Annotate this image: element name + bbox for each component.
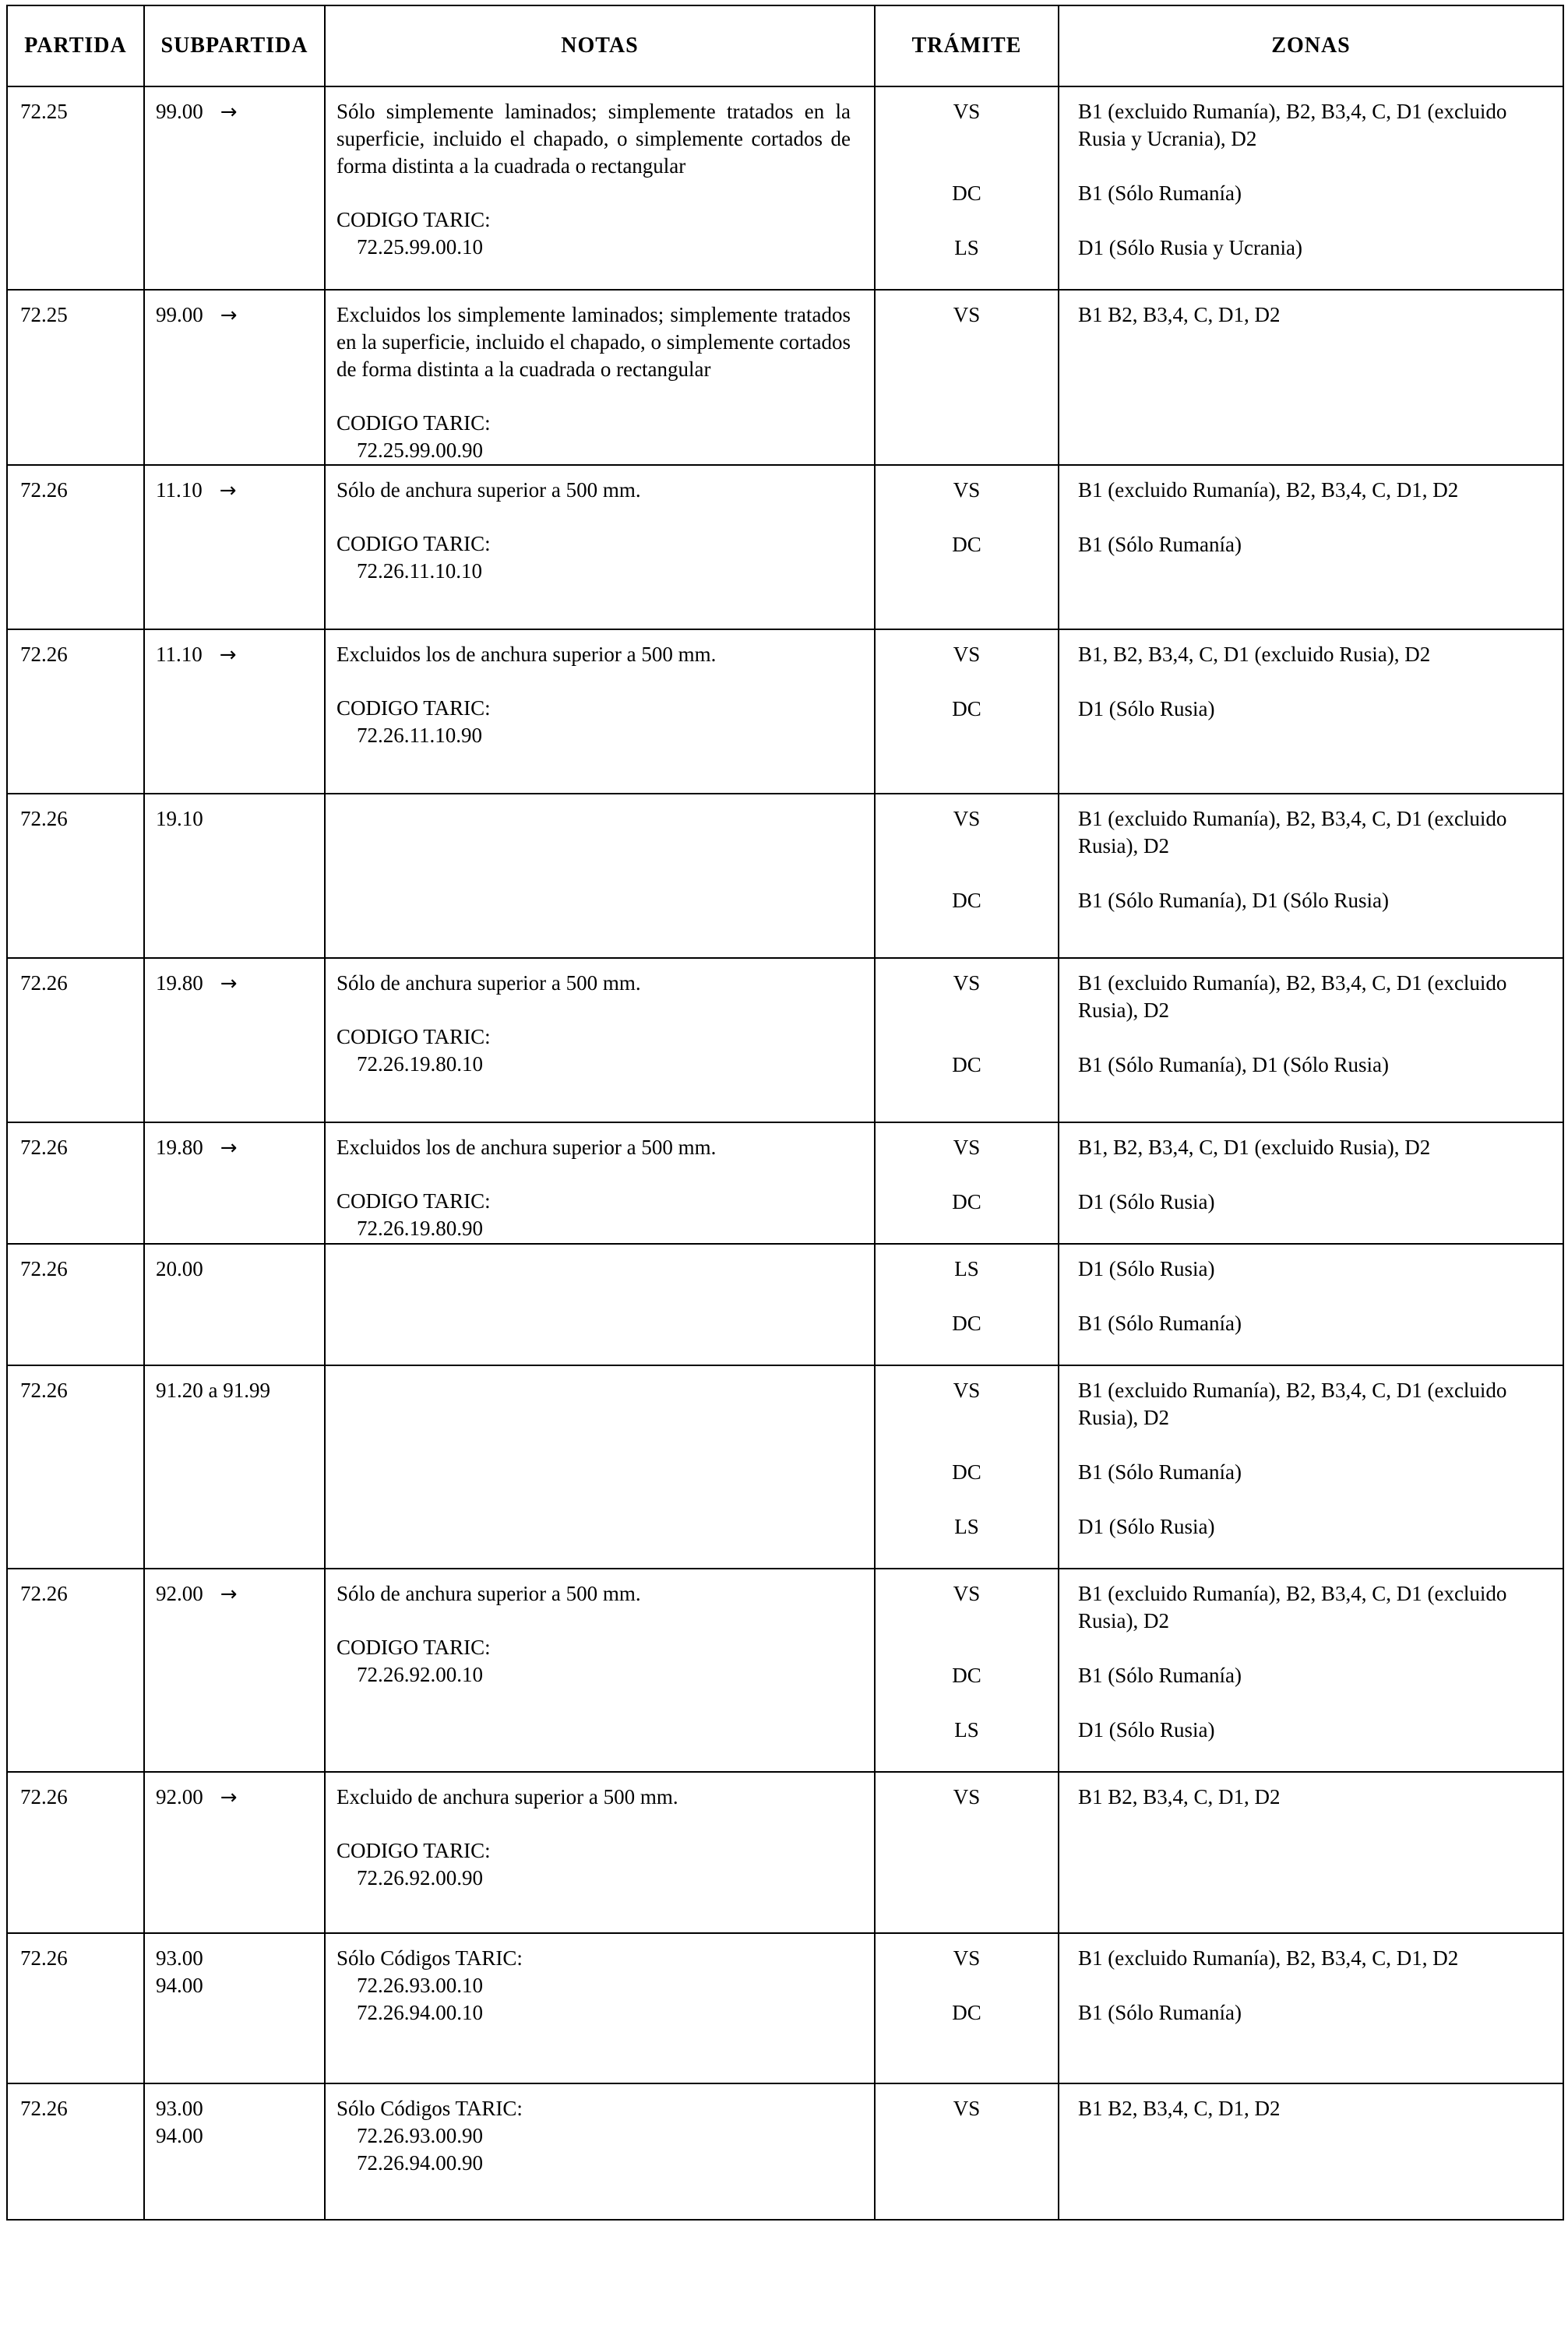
arrow-right-icon: → [220,304,238,327]
tramite-value: DC [952,1053,981,1076]
tramite-cell [875,465,1059,629]
arrow-right-icon: → [220,1786,238,1809]
tramite-value: VS [953,478,981,502]
tramite-value: DC [952,1312,981,1335]
taric-code: 72.26.93.00.90 [357,2124,483,2147]
zona-value: B1, B2, B3,4, C, D1 (excluido Rusia), D2 [1078,643,1431,666]
zona-value: B1, B2, B3,4, C, D1 (excluido Rusia), D2 [1078,1136,1431,1159]
taric-code: 72.26.11.10.90 [357,724,482,747]
subpartida-value: 19.80 [156,971,203,995]
zonas-cell [1059,465,1563,629]
note-text: Excluidos los simplemente laminados; simplemente tratados en la superficie, incluido el chapado, o simplemente cortados de forma distinta a la cuadrada o rectangular [337,303,851,381]
subpartida-cell [144,1244,325,1365]
zonas-cell [1059,1122,1563,1244]
zonas-cell [1059,1244,1563,1365]
subpartida-cell [144,794,325,958]
notas-cell [325,1244,875,1365]
partida-value: 72.26 [20,2097,68,2120]
tramite-cell [875,629,1059,794]
subpartida-value: 94.00 [156,1974,203,1997]
table-row [7,290,1563,465]
taric-code: 72.26.11.10.10 [357,559,482,583]
subpartida-value: 93.00 [156,1946,203,1970]
notas-cell [325,290,875,465]
notas-cell [325,1772,875,1933]
tramite-value: VS [953,303,981,326]
note-text: Sólo Códigos TARIC: [337,1946,523,1970]
table-row [7,1772,1563,1933]
taric-code: 72.25.99.00.90 [357,438,483,462]
zonas-cell [1059,290,1563,465]
taric-code: 72.26.94.00.10 [357,2001,483,2024]
zonas-cell [1059,1933,1563,2083]
notas-cell [325,1933,875,2083]
subpartida-cell [144,2083,325,2220]
notas-cell [325,794,875,958]
arrow-right-icon: → [219,479,237,502]
table-row [7,958,1563,1122]
zona-value: D1 (Sólo Rusia) [1078,697,1215,720]
partida-cell [7,1122,144,1244]
subpartida-cell [144,290,325,465]
arrow-right-icon: → [220,972,238,995]
notas-cell [325,629,875,794]
partida-value: 72.26 [20,1136,68,1159]
subpartida-line [156,2122,324,2150]
subpartida-value: 92.00 [156,1785,203,1809]
subpartida-value: 93.00 [156,2097,203,2120]
subpartida-line [156,301,324,329]
note-text: Sólo de anchura superior a 500 mm. [337,478,641,502]
partida-cell [7,629,144,794]
tramite-cell [875,1122,1059,1244]
tariff-table [6,5,1564,2221]
table-row [7,1122,1563,1244]
notas-cell [325,465,875,629]
header-subpartida: SUBPARTIDA [144,5,325,86]
notas-cell [325,86,875,290]
subpartida-line [156,641,324,669]
note-text: Sólo Códigos TARIC: [337,2097,523,2120]
table-row [7,1244,1563,1365]
subpartida-cell [144,958,325,1122]
taric-label: CODIGO TARIC: [337,532,491,555]
subpartida-value: 92.00 [156,1582,203,1605]
subpartida-cell [144,465,325,629]
tramite-value: DC [952,697,981,720]
taric-label: CODIGO TARIC: [337,411,491,435]
partida-value: 72.26 [20,1946,68,1970]
tramite-value: DC [952,1664,981,1687]
zona-value: D1 (Sólo Rusia) [1078,1257,1215,1280]
zonas-cell [1059,1569,1563,1772]
arrow-right-icon: → [220,100,238,124]
partida-cell [7,1244,144,1365]
subpartida-line [156,1945,324,1972]
zona-value: B1 (Sólo Rumanía), D1 (Sólo Rusia) [1078,889,1389,912]
subpartida-value: 19.80 [156,1136,203,1159]
table-row [7,1569,1563,1772]
partida-cell [7,958,144,1122]
tramite-value: DC [952,533,981,556]
subpartida-cell [144,1772,325,1933]
subpartida-line [156,98,324,126]
zona-value: B1 (excluido Rumanía), B2, B3,4, C, D1, D2 [1078,1946,1459,1970]
zona-value: B1 (Sólo Rumanía) [1078,1460,1242,1484]
subpartida-line [156,2095,324,2122]
subpartida-value: 11.10 [156,643,203,666]
subpartida-line [156,970,324,998]
zona-value: D1 (Sólo Rusia) [1078,1190,1215,1213]
tramite-cell [875,958,1059,1122]
tramite-value: VS [953,100,981,123]
header-row [7,5,1563,86]
zonas-cell [1059,958,1563,1122]
zona-value: B1 (excluido Rumanía), B2, B3,4, C, D1 (excluido Rusia), D2 [1078,971,1507,1022]
tramite-cell [875,1772,1059,1933]
tramite-value: VS [953,1785,981,1809]
subpartida-cell [144,629,325,794]
partida-value: 72.26 [20,643,68,666]
zonas-cell [1059,1365,1563,1569]
taric-code: 72.26.19.80.10 [357,1052,483,1076]
zona-value: B1 (excluido Rumanía), B2, B3,4, C, D1 (excluido Rusia), D2 [1078,1379,1507,1429]
tramite-value: DC [952,181,981,205]
tramite-cell [875,2083,1059,2220]
taric-label: CODIGO TARIC: [337,1839,491,1862]
partida-value: 72.25 [20,100,68,123]
taric-label: CODIGO TARIC: [337,208,491,231]
header-tramite: TRÁMITE [875,5,1059,86]
tramite-value: DC [952,1460,981,1484]
zona-value: B1 (Sólo Rumanía) [1078,1664,1242,1687]
partida-value: 72.26 [20,1785,68,1809]
partida-value: 72.26 [20,1379,68,1402]
subpartida-cell [144,1365,325,1569]
taric-code: 72.26.92.00.10 [357,1663,483,1686]
note-text: Sólo de anchura superior a 500 mm. [337,971,641,995]
tramite-value: LS [954,1718,979,1742]
partida-value: 72.26 [20,971,68,995]
note-text: Excluido de anchura superior a 500 mm. [337,1785,678,1809]
header-partida: PARTIDA [7,5,144,86]
tramite-cell [875,794,1059,958]
tramite-value: VS [953,1582,981,1605]
zona-value: B1 B2, B3,4, C, D1, D2 [1078,303,1281,326]
notas-cell [325,1365,875,1569]
tramite-cell [875,1933,1059,2083]
zona-value: D1 (Sólo Rusia) [1078,1718,1215,1742]
zonas-cell [1059,2083,1563,2220]
notas-cell [325,1569,875,1772]
zona-value: B1 (excluido Rumanía), B2, B3,4, C, D1, D2 [1078,478,1459,502]
tramite-value: VS [953,1379,981,1402]
subpartida-cell [144,1569,325,1772]
zonas-cell [1059,86,1563,290]
notas-cell [325,2083,875,2220]
partida-value: 72.26 [20,478,68,502]
zona-value: D1 (Sólo Rusia y Ucrania) [1078,236,1302,259]
taric-code: 72.26.92.00.90 [357,1866,483,1890]
taric-code-list [337,2122,851,2177]
notas-cell [325,958,875,1122]
subpartida-value: 99.00 [156,100,203,123]
subpartida-line [156,1580,324,1608]
subpartida-value: 20.00 [156,1257,203,1280]
tramite-value: LS [954,236,979,259]
tramite-value: DC [952,889,981,912]
subpartida-line [156,477,324,505]
zona-value: B1 (Sólo Rumanía) [1078,181,1242,205]
note-text: Sólo de anchura superior a 500 mm. [337,1582,641,1605]
header-zonas: ZONAS [1059,5,1563,86]
subpartida-value: 19.10 [156,807,203,830]
zonas-cell [1059,1772,1563,1933]
taric-code: 72.26.19.80.90 [357,1217,483,1240]
tramite-cell [875,1569,1059,1772]
subpartida-cell [144,86,325,290]
zona-value: B1 B2, B3,4, C, D1, D2 [1078,1785,1281,1809]
subpartida-line [156,805,324,833]
subpartida-cell [144,1122,325,1244]
table-row [7,1365,1563,1569]
subpartida-value: 11.10 [156,478,203,502]
subpartida-value: 91.20 a 91.99 [156,1379,270,1402]
taric-label: CODIGO TARIC: [337,1025,491,1048]
zona-value: B1 (excluido Rumanía), B2, B3,4, C, D1 (excluido Rusia), D2 [1078,807,1507,858]
zona-value: B1 (Sólo Rumanía) [1078,2001,1242,2024]
arrow-right-icon: → [220,1583,238,1606]
tramite-value: VS [953,2097,981,2120]
tramite-cell [875,86,1059,290]
arrow-right-icon: → [220,1136,238,1160]
note-text: Excluidos los de anchura superior a 500 mm. [337,643,717,666]
note-text: Excluidos los de anchura superior a 500 mm. [337,1136,717,1159]
partida-value: 72.26 [20,1582,68,1605]
taric-code-list [337,1972,851,2027]
table-body [7,86,1563,2220]
table-row [7,2083,1563,2220]
zona-value: B1 (Sólo Rumanía), D1 (Sólo Rusia) [1078,1053,1389,1076]
zona-value: B1 (Sólo Rumanía) [1078,533,1242,556]
partida-cell [7,1933,144,2083]
notas-cell [325,1122,875,1244]
zonas-cell [1059,629,1563,794]
zona-value: D1 (Sólo Rusia) [1078,1515,1215,1538]
taric-code: 72.26.93.00.10 [357,1974,483,1997]
tramite-value: DC [952,2001,981,2024]
taric-code: 72.25.99.00.10 [357,235,483,259]
partida-cell [7,1365,144,1569]
tramite-value: DC [952,1190,981,1213]
taric-label: CODIGO TARIC: [337,1189,491,1213]
taric-code: 72.26.94.00.90 [357,2151,483,2175]
subpartida-line [156,1256,324,1283]
partida-cell [7,465,144,629]
zonas-cell [1059,794,1563,958]
tramite-value: VS [953,807,981,830]
subpartida-line [156,1377,324,1404]
subpartida-value: 94.00 [156,2124,203,2147]
tramite-cell [875,290,1059,465]
tramite-cell [875,1244,1059,1365]
zona-value: B1 B2, B3,4, C, D1, D2 [1078,2097,1281,2120]
partida-value: 72.26 [20,807,68,830]
partida-value: 72.26 [20,1257,68,1280]
zona-value: B1 (Sólo Rumanía) [1078,1312,1242,1335]
subpartida-line [156,1972,324,1999]
subpartida-value: 99.00 [156,303,203,326]
tramite-value: LS [954,1515,979,1538]
tramite-value: VS [953,1946,981,1970]
subpartida-line [156,1784,324,1812]
tramite-cell [875,1365,1059,1569]
tramite-value: VS [953,643,981,666]
table-row [7,1933,1563,2083]
table-row [7,794,1563,958]
tramite-value: LS [954,1257,979,1280]
tramite-value: VS [953,971,981,995]
table-row [7,465,1563,629]
note-text: Sólo simplemente laminados; simplemente tratados en la superficie, incluido el chapado, o simplemente cortados de forma distinta a la cuadrada o rectangular [337,100,851,178]
partida-cell [7,2083,144,2220]
arrow-right-icon: → [219,643,237,667]
subpartida-cell [144,1933,325,2083]
table-row [7,86,1563,290]
partida-cell [7,794,144,958]
partida-cell [7,1569,144,1772]
partida-cell [7,290,144,465]
taric-label: CODIGO TARIC: [337,1636,491,1659]
zona-value: B1 (excluido Rumanía), B2, B3,4, C, D1 (excluido Rusia), D2 [1078,1582,1507,1632]
zona-value: B1 (excluido Rumanía), B2, B3,4, C, D1 (excluido Rusia y Ucrania), D2 [1078,100,1507,150]
header-notas: NOTAS [325,5,875,86]
partida-cell [7,86,144,290]
partida-cell [7,1772,144,1933]
subpartida-line [156,1134,324,1162]
table-row [7,629,1563,794]
partida-value: 72.25 [20,303,68,326]
taric-label: CODIGO TARIC: [337,696,491,720]
tramite-value: VS [953,1136,981,1159]
